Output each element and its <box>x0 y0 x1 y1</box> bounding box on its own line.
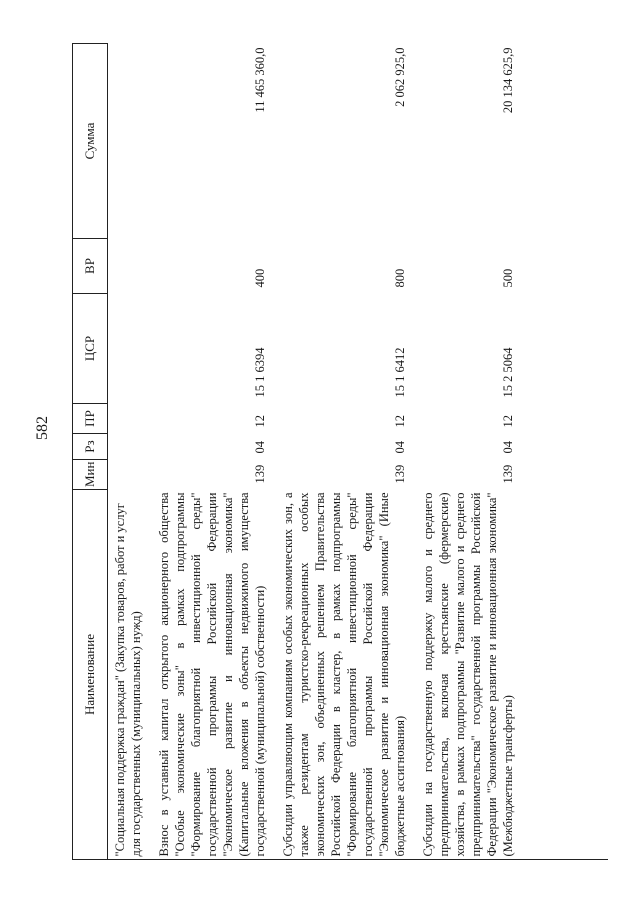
header-min: Мин <box>73 460 108 490</box>
row-sum: 11 465 360,0 <box>253 47 267 113</box>
row-rz: 04 <box>253 441 267 454</box>
row-csr: 15 2 5064 <box>501 347 515 398</box>
header-csr: ЦСР <box>73 294 108 404</box>
header-pr: ПР <box>73 404 108 434</box>
header-name: Наименование <box>73 490 108 860</box>
row-csr: 15 1 6394 <box>253 347 267 398</box>
row-name: Субсидии на государственную поддержку малого и среднего предпринимательства, включая крестьянские (фермерские) хозяйства, в рамках подпрограммы "Развитие малого и среднего предпринимательства" государственной программы Российской Федерации "Экономическое развитие и инновационная экономика" (Межбюджетные трансферты) <box>421 492 515 857</box>
row-min: 139 <box>393 464 407 484</box>
table-left-rule <box>72 859 608 860</box>
budget-table <box>72 43 520 860</box>
row-rz: 04 <box>393 441 407 454</box>
row-csr: 15 1 6412 <box>393 347 407 398</box>
row-sum: 20 134 625,9 <box>501 47 515 114</box>
page-number: 582 <box>34 416 51 440</box>
continuation-text: "Социальная поддержка граждан" (Закупка товаров, работ и услуг для государственных (муниципальных) нужд) <box>108 490 149 860</box>
table-row <box>412 44 520 860</box>
header-rz: Рз <box>73 434 108 460</box>
row-name: Субсидии управляющим компаниям особых экономических зон, а также резидентам туристско-рекреационных особых экономических зон, объединенных решением Правительства Российской Федерации в кластер, в рамках подпрограммы "Формирование благоприятной инвестиционной среды" государственной программы Российской Федерации "Экономическое развитие и инновационная экономика" (Иные бюджетные ассигнования) <box>281 492 407 857</box>
row-name: Взнос в уставный капитал открытого акционерного общества "Особые экономические зоны" в рамках подпрограммы "Формирование благоприятной инвестиционной среды" государственной программы Российской Федерации "Экономическое развитие и инновационная экономика" (Капитальные вложения в объекты недвижимого имущества государственной (муниципальной) собственности) <box>157 492 267 857</box>
table-row <box>148 44 272 860</box>
row-min: 139 <box>253 464 267 484</box>
row-rz: 04 <box>501 441 515 454</box>
table-row <box>272 44 412 860</box>
row-pr: 12 <box>253 415 267 428</box>
rotated-budget-table <box>72 44 608 860</box>
row-min: 139 <box>501 464 515 484</box>
row-pr: 12 <box>393 415 407 428</box>
table-row-continuation <box>108 44 149 860</box>
row-pr: 12 <box>501 415 515 428</box>
row-vr: 400 <box>253 268 267 288</box>
table-header-row <box>73 44 108 860</box>
header-sum: Сумма <box>73 44 108 239</box>
header-vr: ВР <box>73 239 108 294</box>
row-sum: 2 062 925,0 <box>393 47 407 107</box>
row-vr: 800 <box>393 268 407 288</box>
row-vr: 500 <box>501 268 515 288</box>
